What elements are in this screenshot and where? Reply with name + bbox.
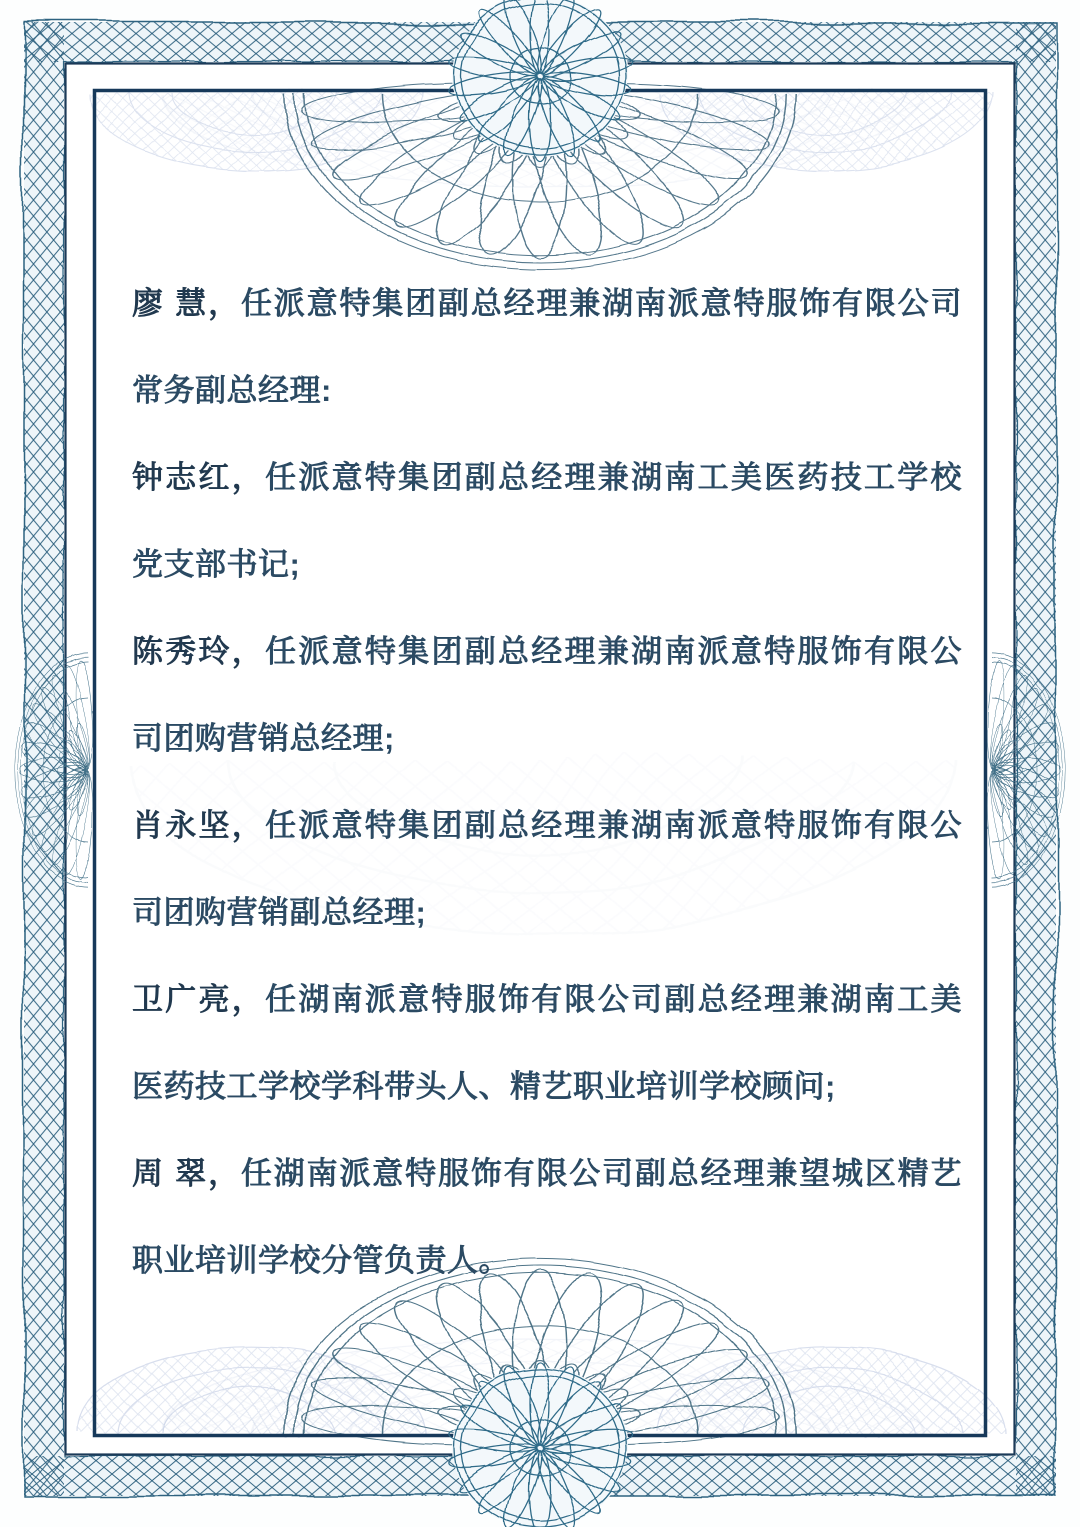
- text-line: [132, 521, 962, 608]
- line-text: 任湖南派意特服饰有限公司副总经理兼湖南工美: [265, 982, 963, 1017]
- line-text: 医药技工学校学科带头人、精艺职业培训学校顾问;: [132, 1069, 836, 1104]
- appointment-text: [132, 260, 962, 1304]
- line-text: 任派意特集团副总经理兼湖南派意特服饰有限公: [265, 808, 963, 843]
- text-line: [132, 434, 962, 521]
- text-line: [132, 695, 962, 782]
- person-name: 钟志红，: [132, 460, 266, 495]
- person-name: 陈秀玲，: [132, 634, 266, 669]
- line-text: 党支部书记;: [132, 547, 301, 582]
- line-text: 司团购营销总经理;: [132, 721, 395, 756]
- text-line: [132, 608, 962, 695]
- text-line: [132, 1217, 962, 1304]
- line-text: 任湖南派意特服饰有限公司副总经理兼望城区精艺: [240, 1156, 962, 1191]
- person-name: 周 翠，: [132, 1156, 241, 1191]
- text-line: [132, 1130, 962, 1217]
- text-line: [132, 956, 962, 1043]
- line-text: 司团购营销副总经理;: [132, 895, 427, 930]
- person-name: 肖永坚，: [132, 808, 266, 843]
- person-name: 卫广亮，: [132, 982, 266, 1017]
- text-line: [132, 782, 962, 869]
- line-text: 任派意特集团副总经理兼湖南派意特服饰有限公司: [240, 286, 962, 321]
- person-name: 廖 慧，: [132, 286, 241, 321]
- text-line: [132, 347, 962, 434]
- text-line: [132, 869, 962, 956]
- line-text: 任派意特集团副总经理兼湖南工美医药技工学校: [265, 460, 963, 495]
- text-line: [132, 1043, 962, 1130]
- line-text: 常务副总经理:: [132, 373, 332, 408]
- line-text: 职业培训学校分管负责人。: [132, 1243, 510, 1278]
- line-text: 任派意特集团副总经理兼湖南派意特服饰有限公: [265, 634, 963, 669]
- text-line: [132, 260, 962, 347]
